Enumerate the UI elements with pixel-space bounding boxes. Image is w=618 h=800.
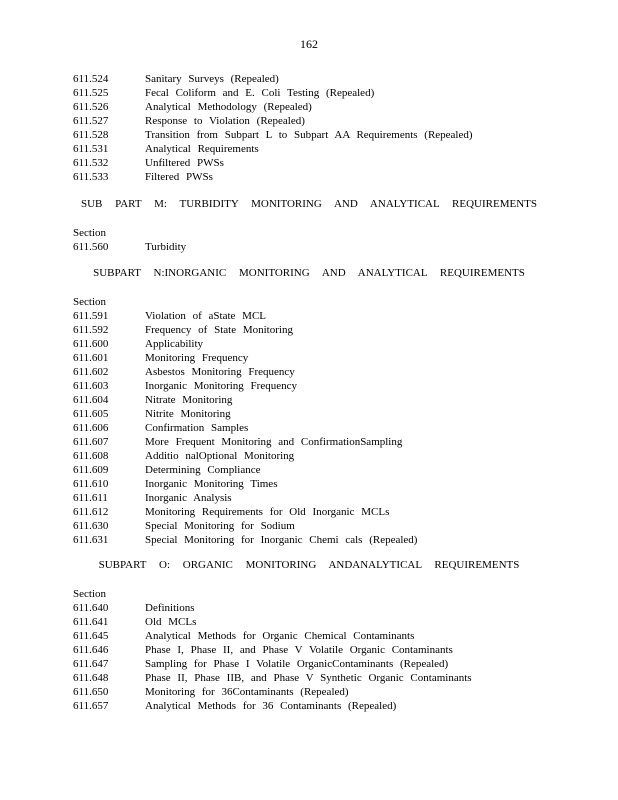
subpart-o-heading: SUBPART O: ORGANIC MONITORING ANDANALYTICAL REQUIREMENTS bbox=[98, 559, 520, 571]
section-entry bbox=[73, 505, 417, 519]
section-entry bbox=[73, 100, 473, 114]
section-label: Section bbox=[73, 296, 106, 308]
section-label: Section bbox=[73, 588, 106, 600]
section-entry bbox=[73, 337, 417, 351]
section-entry bbox=[73, 477, 417, 491]
section-title: Frequency of State Monitoring bbox=[145, 324, 293, 336]
section-title: Sampling for Phase I Volatile OrganicContaminants (Repealed) bbox=[145, 658, 449, 670]
section-title: Monitoring Frequency bbox=[145, 352, 249, 364]
section-number: 611.591 bbox=[73, 310, 109, 322]
section-title: Analytical Requirements bbox=[145, 143, 259, 155]
section-number: 611.600 bbox=[73, 338, 109, 350]
section-number: 611.606 bbox=[73, 422, 109, 434]
section-entry bbox=[73, 657, 472, 671]
section-number: 611.603 bbox=[73, 380, 109, 392]
section-number: 611.605 bbox=[73, 408, 109, 420]
section-title: Asbestos Monitoring Frequency bbox=[145, 366, 295, 378]
section-title: Inorganic Analysis bbox=[145, 492, 232, 504]
section-title: Filtered PWSs bbox=[145, 171, 213, 183]
section-title: Unfiltered PWSs bbox=[145, 157, 224, 169]
section-entry bbox=[73, 156, 473, 170]
section-title: Special Monitoring for Sodium bbox=[145, 520, 295, 532]
section-title: Confirmation Samples bbox=[145, 422, 249, 434]
section-entry bbox=[73, 323, 417, 337]
section-entry bbox=[73, 379, 417, 393]
section-entry bbox=[73, 309, 417, 323]
section-number: 611.630 bbox=[73, 520, 109, 532]
section-entry bbox=[73, 671, 472, 685]
section-title: Monitoring Requirements for Old Inorganic MCLs bbox=[145, 506, 390, 518]
section-title: Turbidity bbox=[145, 241, 187, 253]
section-number: 611.657 bbox=[73, 700, 109, 712]
section-title: Monitoring for 36Contaminants (Repealed) bbox=[145, 686, 349, 698]
section-number: 611.560 bbox=[73, 241, 109, 253]
section-number: 611.640 bbox=[73, 602, 109, 614]
section-number: 611.648 bbox=[73, 672, 109, 684]
section-entry bbox=[73, 240, 186, 254]
section-number: 611.525 bbox=[73, 87, 109, 99]
section-entry bbox=[73, 685, 472, 699]
section-title: Definitions bbox=[145, 602, 195, 614]
section-number: 611.526 bbox=[73, 101, 109, 113]
section-number: 611.612 bbox=[73, 506, 109, 518]
section-title: Phase I, Phase II, and Phase V Volatile Organic Contaminants bbox=[145, 644, 453, 656]
section-title: Old MCLs bbox=[145, 616, 197, 628]
section-entry bbox=[73, 491, 417, 505]
section-entry bbox=[73, 421, 417, 435]
section-number: 611.645 bbox=[73, 630, 109, 642]
section-number: 611.647 bbox=[73, 658, 109, 670]
page-number: 162 bbox=[300, 37, 318, 51]
section-list-subpart-m bbox=[73, 226, 186, 254]
section-number: 611.611 bbox=[73, 492, 108, 504]
section-entry bbox=[73, 128, 473, 142]
section-entry bbox=[73, 86, 473, 100]
section-title: Sanitary Surveys (Repealed) bbox=[145, 73, 279, 85]
section-title: Inorganic Monitoring Frequency bbox=[145, 380, 297, 392]
section-title: Violation of aState MCL bbox=[145, 310, 267, 322]
section-entry bbox=[73, 463, 417, 477]
section-number: 611.602 bbox=[73, 366, 109, 378]
section-number: 611.646 bbox=[73, 644, 109, 656]
section-title: Response to Violation (Repealed) bbox=[145, 115, 305, 127]
section-title: Special Monitoring for Inorganic Chemi cals (Repealed) bbox=[145, 534, 418, 546]
section-entry bbox=[73, 519, 417, 533]
section-title: Analytical Methodology (Repealed) bbox=[145, 101, 312, 113]
section-number: 611.592 bbox=[73, 324, 109, 336]
section-entry bbox=[73, 407, 417, 421]
section-title: Additio nalOptional Monitoring bbox=[145, 450, 295, 462]
section-entry bbox=[73, 533, 417, 547]
section-title: Transition from Subpart L to Subpart AA Requirements (Repealed) bbox=[145, 129, 473, 141]
section-number: 611.533 bbox=[73, 171, 109, 183]
section-title: Applicability bbox=[145, 338, 204, 350]
section-number: 611.532 bbox=[73, 157, 109, 169]
section-entry bbox=[73, 435, 417, 449]
section-title: Analytical Methods for Organic Chemical Contaminants bbox=[145, 630, 415, 642]
section-entry bbox=[73, 72, 473, 86]
section-number: 611.528 bbox=[73, 129, 109, 141]
section-number: 611.607 bbox=[73, 436, 109, 448]
section-entry bbox=[73, 449, 417, 463]
section-entry bbox=[73, 699, 472, 713]
section-number: 611.610 bbox=[73, 478, 109, 490]
section-title: Nitrite Monitoring bbox=[145, 408, 231, 420]
section-list-subpart-o bbox=[73, 587, 472, 713]
section-number: 611.650 bbox=[73, 686, 109, 698]
section-title: Determining Compliance bbox=[145, 464, 261, 476]
section-number: 611.527 bbox=[73, 115, 109, 127]
section-title: Phase II, Phase IIB, and Phase V Synthetic Organic Contaminants bbox=[145, 672, 472, 684]
section-entry bbox=[73, 351, 417, 365]
section-title: Fecal Coliform and E. Coli Testing (Repealed) bbox=[145, 87, 375, 99]
section-entry bbox=[73, 393, 417, 407]
section-number: 611.631 bbox=[73, 534, 109, 546]
section-number: 611.524 bbox=[73, 73, 109, 85]
section-title: Nitrate Monitoring bbox=[145, 394, 233, 406]
section-title: Analytical Methods for 36 Contaminants (Repealed) bbox=[145, 700, 397, 712]
section-entry bbox=[73, 615, 472, 629]
section-number: 611.531 bbox=[73, 143, 109, 155]
section-number: 611.641 bbox=[73, 616, 109, 628]
section-number: 611.608 bbox=[73, 450, 109, 462]
section-entry bbox=[73, 142, 473, 156]
section-number: 611.604 bbox=[73, 394, 109, 406]
subpart-m-heading: SUB PART M: TURBIDITY MONITORING AND ANALYTICAL REQUIREMENTS bbox=[80, 198, 537, 210]
section-list-subpart-l bbox=[73, 72, 473, 184]
section-number: 611.601 bbox=[73, 352, 109, 364]
section-title: Inorganic Monitoring Times bbox=[145, 478, 278, 490]
section-title: More Frequent Monitoring and ConfirmationSampling bbox=[145, 436, 403, 448]
section-entry bbox=[73, 365, 417, 379]
section-list-subpart-n bbox=[73, 295, 417, 547]
section-entry bbox=[73, 643, 472, 657]
section-entry bbox=[73, 601, 472, 615]
section-entry bbox=[73, 170, 473, 184]
section-entry bbox=[73, 629, 472, 643]
section-entry bbox=[73, 114, 473, 128]
section-number: 611.609 bbox=[73, 464, 109, 476]
section-label: Section bbox=[73, 227, 106, 239]
subpart-n-heading: SUBPART N:INORGANIC MONITORING AND ANALYTICAL REQUIREMENTS bbox=[93, 267, 525, 279]
